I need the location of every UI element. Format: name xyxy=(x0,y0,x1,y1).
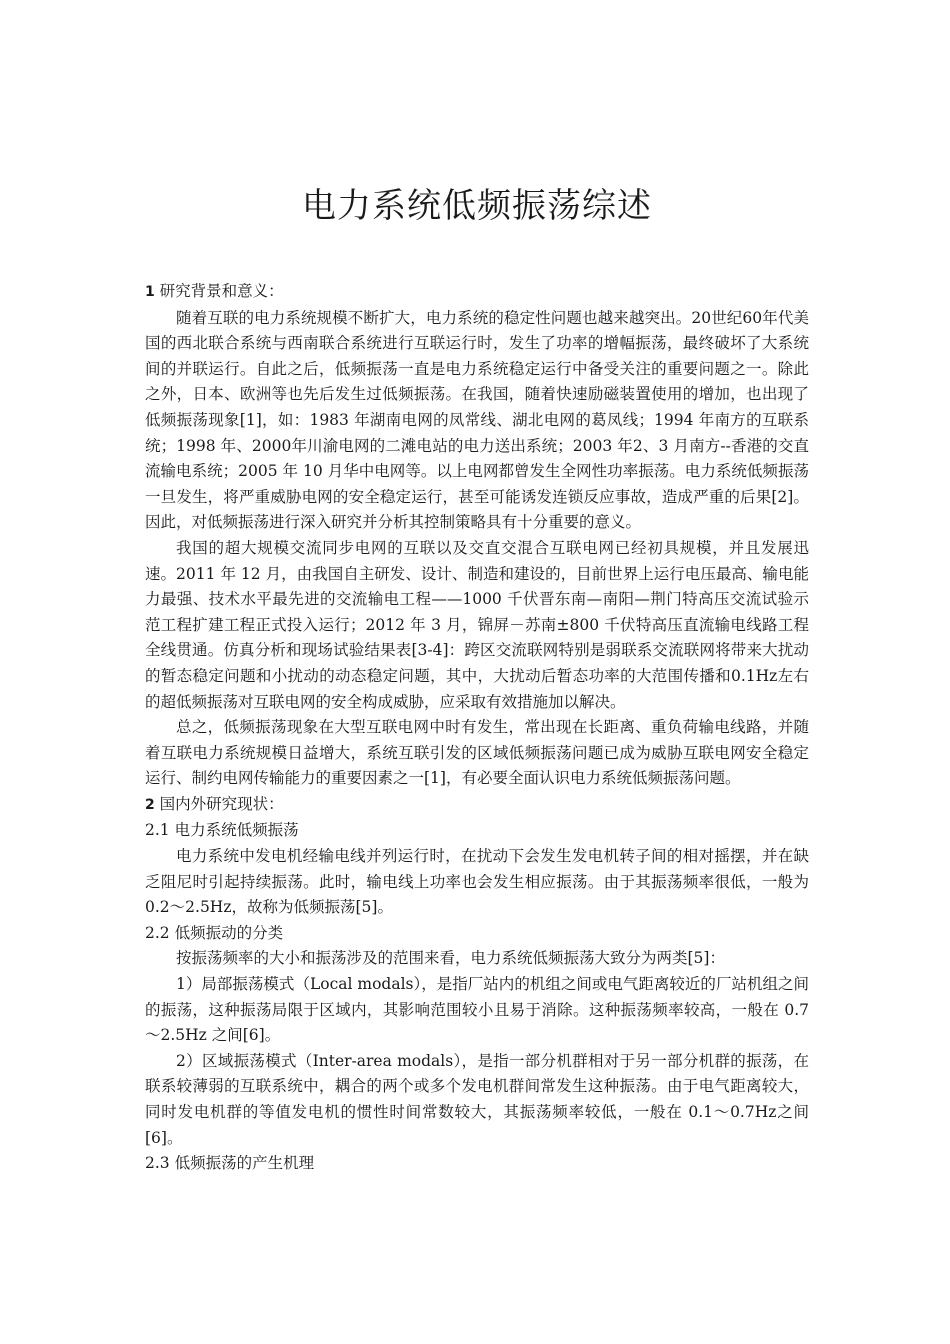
section-2-2-paragraph-2: 1）局部振荡模式（Local modals），是指厂站内的机组之间或电气距离较近的厂站机组之间的振荡，这种振荡局限于区域内，其影响范围较小且易于消除。这种振荡频率较高，一般在 0.7～2.5Hz 之间[6]。 xyxy=(145,975,809,1045)
section-1-paragraph-2: 我国的超大规模交流同步电网的互联以及交直交混合互联电网已经初具规模，并且发展迅速。2011 年 12 月，由我国自主研发、设计、制造和建设的，目前世界上运行电压最高、输电能力最强、技术水平最先进的交流输电工程——1000 千伏晋东南—南阳—荆门特高压交流试验示范工程扩建工程正式投入运行；2012 年 3 月，锦屏－苏南±800 千伏特高压直流输电线路工程全线贯通。仿真分析和现场试验结果表[3-4]：跨区交流联网特别是弱联系交流联网将带来大扰动的暂态稳定问题和小扰动的动态稳定问题，其中，大扰动后暂态功率的大范围传播和0.1Hz左右的超低频振荡对互联电网的安全构成威胁，应采取有效措施加以解决。 xyxy=(145,538,809,711)
document-title: 电力系统低频振荡综述 xyxy=(302,186,652,226)
section-2-1-heading: 2.1 电力系统低频振荡 xyxy=(145,821,299,840)
section-2-2-heading: 2.2 低频振动的分类 xyxy=(145,923,284,942)
section-2-2-paragraph-1: 按振荡频率的大小和振荡涉及的范围来看，电力系统低频振荡大致分为两类[5]： xyxy=(176,949,725,968)
section-2-3-heading: 2.3 低频振荡的产生机理 xyxy=(145,1154,315,1173)
section-2-title: 国内外研究现状： xyxy=(154,794,284,813)
section-2-heading xyxy=(145,792,809,819)
section-1-title: 研究背景和意义： xyxy=(154,282,284,300)
section-2-2-paragraph-3: 2）区域振荡模式（Inter-area modals），是指一部分机群相对于另一部分机群的振荡，在联系较薄弱的互联系统中，耦合的两个或多个发电机群间常发生这种振荡。由于电气距离较大，同时发电机群的等值发电机的惯性时间常数较大，其振荡频率较低，一般在 0.1～0.7Hz之间[6]。 xyxy=(145,1051,809,1147)
section-1-number: 1 xyxy=(145,284,155,300)
section-1-paragraph-3: 总之，低频振荡现象在大型互联电网中时有发生，常出现在长距离、重负荷输电线路，并随着互联电力系统规模日益增大，系统互联引发的区域低频振荡问题已成为威胁互联电网安全稳定运行、制约电网传输能力的重要因素之一[1]，有必要全面认识电力系统低频振荡问题。 xyxy=(145,718,809,788)
section-1-heading xyxy=(145,279,809,306)
document-body xyxy=(145,279,809,1177)
section-2-1-paragraph: 电力系统中发电机经输电线并列运行时，在扰动下会发生发电机转子间的相对摇摆，并在缺乏阻尼时引起持续振荡。此时，输电线上功率也会发生相应振荡。由于其振荡频率很低，一般为 0.2～2.5Hz，故称为低频振荡[5]。 xyxy=(145,847,809,917)
section-1-paragraph-1: 随着互联的电力系统规模不断扩大，电力系统的稳定性问题也越来越突出。20世纪60年代美国的西北联合系统与西南联合系统进行互联运行时，发生了功率的增幅振荡，最终破坏了大系统间的并联运行。自此之后，低频振荡一直是电力系统稳定运行中备受关注的重要问题之一。除此之外，日本、欧洲等也先后发生过低频振荡。在我国，随着快速励磁装置使用的增加，也出现了低频振荡现象[1]，如：1983 年湖南电网的凤常线、湖北电网的葛凤线；1994 年南方的互联系统；1998 年、2000年川渝电网的二滩电站的电力送出系统；2003 年2、3 月南方--香港的交直流输电系统；2005 年 10 月华中电网等。以上电网都曾发生全网性功率振荡。电力系统低频振荡一旦发生，将严重威胁电网的安全稳定运行，甚至可能诱发连锁反应事故，造成严重的后果[2]。因此，对低频振荡进行深入研究并分析其控制策略具有十分重要的意义。 xyxy=(145,308,809,532)
section-2-number: 2 xyxy=(145,796,155,813)
